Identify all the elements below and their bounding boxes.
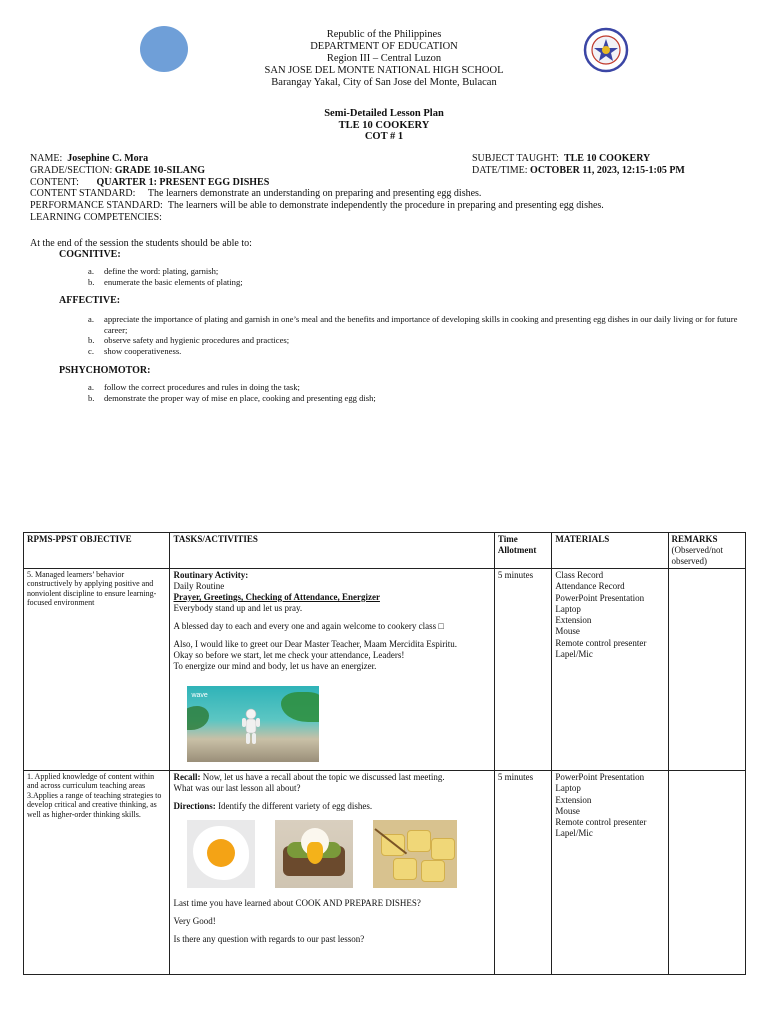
document-title — [0, 108, 768, 143]
remarks-cell — [668, 569, 745, 771]
cognitive-heading: COGNITIVE: — [59, 249, 121, 260]
material-item: Lapel/Mic — [555, 828, 593, 839]
list-letter: c. — [88, 345, 94, 356]
objectives-intro: At the end of the session the students should be able to: — [30, 238, 252, 249]
list-text: observe safety and hygienic procedures and practices; — [104, 335, 290, 345]
material-item: PowerPoint Presentation — [555, 772, 645, 782]
list-item — [88, 346, 738, 357]
task-text: Is there any question with regards to our past lesson? — [173, 934, 365, 944]
remarks-header-text: REMARKS — [671, 534, 718, 544]
list-letter: a. — [88, 382, 94, 392]
learning-competencies-label: LEARNING COMPETENCIES: — [30, 211, 162, 223]
material-item: Attendance Record — [555, 581, 625, 592]
objective-cell — [24, 771, 170, 975]
header-tasks: TASKS/ACTIVITIES — [170, 533, 494, 569]
material-item: Laptop — [555, 783, 581, 794]
task-text: A blessed day to each and every one and again welcome to cookery class □ — [173, 621, 444, 631]
performance-standard-label: PERFORMANCE STANDARD: — [30, 200, 163, 212]
header-remarks — [668, 533, 745, 569]
tasks-cell — [170, 569, 494, 771]
palm-leaf-icon — [281, 692, 319, 722]
video-tag: wave — [191, 692, 208, 699]
header-line: Region III – Central Luzon — [326, 53, 442, 64]
cognitive-list — [88, 266, 738, 287]
title-line: Semi-Detailed Lesson Plan — [324, 108, 444, 119]
table-row — [24, 569, 746, 771]
energizer-video-thumbnail — [187, 686, 319, 762]
list-text: demonstrate the proper way of mise en place, cooking and presenting egg dish; — [104, 392, 376, 403]
subject-value: TLE 10 COOKERY — [563, 153, 651, 164]
task-text: To energize our mind and body, let us have an energizer. — [173, 661, 377, 671]
date-label: DATE/TIME: — [472, 164, 528, 176]
objective-text: 3.Applies a range of teaching strategies to develop critical and creative thinking, as well as higher-order thinking skills. — [27, 790, 162, 819]
poached-egg-toast-image — [275, 820, 353, 888]
time-cell: 5 minutes — [494, 569, 552, 771]
materials-header-text: MATERIALS — [555, 534, 610, 544]
performance-standard-value: The learners will be able to demonstrate independently the procedure in preparing and presenting egg dishes. — [167, 200, 604, 212]
list-letter: a. — [88, 266, 94, 276]
list-letter: b. — [88, 335, 95, 345]
list-item — [88, 382, 738, 393]
name-label: NAME: — [30, 153, 63, 164]
header-materials — [552, 533, 668, 569]
rolled-omelette-image — [373, 820, 457, 888]
list-item — [88, 393, 738, 404]
material-item: Laptop — [555, 603, 581, 614]
list-item — [88, 266, 738, 277]
header-line: Republic of the Philippines — [326, 29, 442, 40]
affective-list — [88, 314, 738, 356]
material-item: Lapel/Mic — [555, 649, 593, 660]
list-item — [88, 314, 738, 335]
subject-label: SUBJECT TAUGHT: — [472, 153, 559, 164]
task-text: Okay so before we start, let me check your attendance, Leaders! — [173, 650, 405, 660]
name-value: Josephine C. Mora — [67, 153, 149, 164]
subject-info — [472, 153, 685, 177]
grade-label: GRADE/SECTION: — [30, 164, 113, 176]
psychomotor-list — [88, 382, 738, 403]
table-row — [24, 771, 746, 975]
list-letter: b. — [88, 392, 95, 403]
material-item: Class Record — [555, 570, 604, 580]
materials-cell — [552, 569, 668, 771]
header-objective: RPMS-PPST OBJECTIVE — [24, 533, 170, 569]
remarks-cell — [668, 771, 745, 975]
content-value: QUARTER 1: PRESENT EGG DISHES — [96, 176, 270, 188]
daily-routine-text: Daily Routine — [173, 581, 225, 591]
title-line: COT # 1 — [364, 131, 404, 142]
content-label: CONTENT: — [30, 176, 79, 188]
egg-dish-images — [187, 820, 490, 888]
header-line: SAN JOSE DEL MONTE NATIONAL HIGH SCHOOL — [264, 65, 504, 76]
grade-value: GRADE 10-SILANG — [114, 164, 206, 176]
material-item: Extension — [555, 615, 592, 626]
task-text: What was our last lesson all about? — [173, 783, 301, 793]
task-text: Everybody stand up and let us pray. — [173, 603, 303, 613]
list-item — [88, 277, 738, 288]
recall-text: Now, let us have a recall about the topic we discussed last meeting. — [200, 772, 445, 782]
list-item — [88, 335, 738, 346]
objective-text: 1. Applied knowledge of content within and across curriculum teaching areas — [27, 772, 155, 791]
list-letter: b. — [88, 276, 95, 287]
material-item: Remote control presenter — [555, 637, 647, 648]
material-item: Mouse — [555, 805, 580, 816]
list-text: define the word: plating, garnish; — [104, 266, 219, 276]
affective-heading: AFFECTIVE: — [59, 295, 121, 306]
date-value: OCTOBER 11, 2023, 12:15-1:05 PM — [530, 164, 685, 176]
content-standard-value: The learners demonstrate an understanding on preparing and presenting egg dishes. — [147, 188, 482, 200]
directions-text: Identify the different variety of egg dishes. — [215, 801, 373, 811]
material-item: Extension — [555, 794, 592, 805]
material-item: PowerPoint Presentation — [555, 592, 645, 603]
routinary-label: Routinary Activity: — [173, 570, 249, 580]
prayer-heading: Prayer, Greetings, Checking of Attendance, Energizer — [173, 592, 380, 602]
list-text: appreciate the importance of plating and garnish in one’s meal and the benefits and importance of developing skills in cooking and presenting egg dishes in our daily living or for future career; — [104, 314, 738, 335]
content-standard-label: CONTENT STANDARD: — [30, 188, 136, 200]
task-text: Very Good! — [173, 916, 216, 926]
header-line: DEPARTMENT OF EDUCATION — [310, 41, 458, 52]
document-header — [0, 29, 768, 89]
time-cell: 5 minutes — [494, 771, 552, 975]
table-header-row — [24, 533, 746, 569]
list-text: enumerate the basic elements of plating; — [104, 276, 243, 287]
tasks-cell — [170, 771, 494, 975]
list-letter: a. — [88, 314, 94, 324]
psychomotor-heading: PSHYCHOMOTOR: — [59, 365, 151, 376]
header-line: Barangay Yakal, City of San Jose del Monte, Bulacan — [271, 77, 497, 88]
palm-leaf-icon — [187, 706, 209, 730]
astronaut-icon — [241, 708, 261, 746]
material-item: Mouse — [555, 626, 580, 637]
list-text: follow the correct procedures and rules in doing the task; — [104, 382, 300, 392]
material-item: Remote control presenter — [555, 817, 647, 828]
title-line: TLE 10 COOKERY — [338, 119, 430, 131]
list-text: show cooperativeness. — [104, 345, 182, 356]
materials-cell — [552, 771, 668, 975]
lesson-plan-table — [23, 532, 746, 975]
directions-label: Directions: — [173, 801, 216, 811]
remarks-subtext: (Observed/not observed) — [671, 545, 724, 566]
task-text: Last time you have learned about COOK AND PREPARE DISHES? — [173, 898, 421, 908]
objective-cell: 5. Managed learners’ behavior constructively by applying positive and nonviolent discipline to ensure learning-focused environment — [24, 569, 170, 771]
recall-label: Recall: — [173, 772, 201, 782]
header-time: Time Allotment — [494, 533, 552, 569]
task-text: Also, I would like to greet our Dear Master Teacher, Maam Mercidita Espiritu. — [173, 639, 457, 649]
sunny-side-up-egg-image — [187, 820, 255, 888]
